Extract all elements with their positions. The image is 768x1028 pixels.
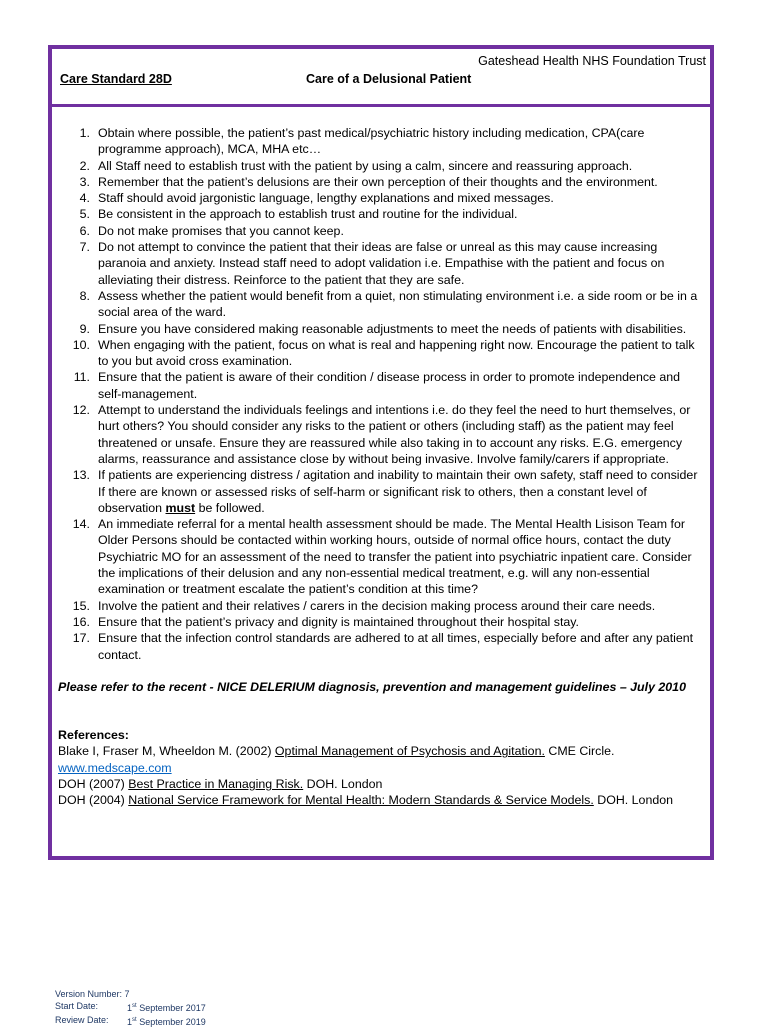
page-title: Care of a Delusional Patient — [306, 72, 472, 86]
item-number: 3. — [79, 174, 90, 189]
review-date-label: Review Date: — [55, 1015, 109, 1025]
item-text: An immediate referral for a mental health assessment should be made. The Mental Health Lisison Team for Older Persons should be contacted within working hours, outside of normal office hours, contact the duty Psychiatric MO for an assessment of the need to transfer the patient into psychiatric inpatient care. Consider the implications of their delusion and any non-essential medical treatment, e.g. will any non-essential examination or treatment escalate the patient’s condition at this time? — [98, 517, 692, 597]
item-text: When engaging with the patient, focus on what is real and happening right now. Encourage the patient to talk to you but avoid cross examination. — [98, 337, 695, 369]
item-number: 5. — [79, 207, 90, 222]
reference-item — [58, 760, 704, 776]
care-standard-number: Care Standard 28D — [60, 72, 172, 86]
list-item — [58, 614, 704, 630]
list-item — [58, 158, 704, 174]
item-number: 12. — [72, 403, 90, 418]
list-item — [58, 288, 704, 321]
item-number: 10. — [72, 337, 90, 352]
item-text: Ensure that the patient’s privacy and dignity is maintained throughout their hospital stay. — [98, 614, 579, 629]
review-date-rest: September 2019 — [136, 1017, 206, 1027]
reference-item — [58, 792, 704, 808]
item-number: 1. — [79, 126, 90, 140]
list-item — [58, 598, 704, 614]
document-frame — [48, 45, 714, 860]
item-number: 6. — [79, 223, 90, 238]
list-item — [58, 337, 704, 370]
reference-authors: DOH (2007) — [58, 776, 129, 791]
list-item — [58, 369, 704, 402]
item-text: Attempt to understand the individuals feelings and intentions i.e. do they feel the need to hurt themselves, or hurt others? You should consider any risks to the patient or others (including staff) as the patient may feel threatened or unsafe. Ensure they are reassured while also taking in to account any risks. E.G. emergency alarms, reassurance and assistance close by without being invasive. Involve family/carers if appropriate. — [98, 403, 691, 466]
item-text: Ensure that the infection control standards are adhered to at all times, especially before and after any patient contact. — [98, 631, 694, 662]
reference-title: National Service Framework for Mental Health: Modern Standards & Service Models. — [128, 793, 594, 808]
list-item — [58, 516, 704, 597]
item-text: Do not make promises that you cannot keep. — [98, 223, 344, 238]
review-date-value — [127, 1014, 206, 1028]
start-date-row — [55, 1000, 206, 1014]
reference-title: Optimal Management of Psychosis and Agitation. — [274, 744, 545, 759]
reference-publisher: DOH. London — [303, 776, 383, 791]
document-body — [58, 125, 704, 809]
item-number: 9. — [79, 321, 90, 336]
item-number: 11. — [73, 370, 90, 385]
list-item — [58, 125, 704, 158]
list-item — [58, 206, 704, 222]
item-text: Staff should avoid jargonistic language, lengthy explanations and mixed messages. — [98, 191, 554, 206]
list-item — [58, 239, 704, 288]
list-item — [58, 630, 704, 663]
item-text: Ensure you have considered making reasonable adjustments to meet the needs of patients with disabilities. — [98, 321, 687, 336]
list-item — [58, 223, 704, 239]
review-date-day: 1 — [127, 1017, 133, 1027]
reference-publisher: CME Circle. — [544, 744, 615, 759]
start-date-value — [127, 1000, 206, 1014]
item-number: 7. — [79, 240, 90, 255]
item-number: 4. — [79, 191, 90, 206]
document-footer — [55, 988, 206, 1028]
emphasis-word: must — [165, 500, 196, 515]
item-text: All Staff need to establish trust with the patient by using a calm, sincere and reassuring approach. — [98, 158, 633, 173]
item-number: 17. — [72, 631, 90, 646]
list-item — [58, 467, 704, 516]
organisation-name: Gateshead Health NHS Foundation Trust — [478, 54, 706, 68]
reference-authors: Blake I, Fraser M, Wheeldon M. (2002) — [58, 744, 275, 759]
reference-item — [58, 743, 704, 759]
item-number: 13. — [72, 468, 90, 483]
start-date-rest: September 2017 — [136, 1003, 206, 1013]
list-item — [58, 321, 704, 337]
reference-item — [58, 776, 704, 792]
nice-guideline-notice: Please refer to the recent - NICE DELERIUM diagnosis, prevention and management guidelines – July 2010 — [58, 679, 686, 694]
item-text-end: be followed. — [195, 500, 265, 515]
start-date-suffix: st — [132, 1003, 137, 1009]
start-date-label: Start Date: — [55, 1001, 99, 1011]
reference-authors: DOH (2004) — [58, 793, 129, 808]
item-text: Do not attempt to convince the patient that their ideas are false or unreal as this may cause increasing paranoia and anxiety. Instead staff need to adopt validation i.e. Empathise with the patient and focus on alleviating their distress. Reinforce to the patient that they are safe. — [98, 240, 665, 287]
item-text: Obtain where possible, the patient’s past medical/psychiatric history including medication, CPA(care programme approach), MCA, MHA etc… — [98, 126, 645, 157]
list-item — [58, 174, 704, 190]
document-header — [52, 49, 710, 107]
reference-publisher: DOH. London — [593, 793, 674, 808]
list-item — [58, 190, 704, 206]
item-text: Be consistent in the approach to establish trust and routine for the individual. — [98, 207, 518, 222]
care-steps-list — [58, 125, 704, 663]
review-date-row — [55, 1014, 206, 1028]
version-number: Version Number: 7 — [55, 989, 130, 999]
item-text: If patients are experiencing distress / agitation and inability to maintain their own safety, staff need to consider If there are known or assessed risks of self-harm or significant risk to others, then a constant level of observation — [98, 468, 698, 515]
item-text: Involve the patient and their relatives / carers in the decision making process around their care needs. — [98, 598, 656, 613]
list-item — [58, 402, 704, 467]
item-number: 8. — [79, 288, 90, 303]
item-number: 16. — [72, 614, 90, 629]
start-date-day: 1 — [127, 1003, 133, 1013]
item-text: Remember that the patient’s delusions are their own perception of their thoughts and the environment. — [98, 174, 658, 189]
references-heading: References: — [58, 728, 129, 743]
review-date-suffix: st — [132, 1017, 137, 1023]
item-number: 14. — [72, 517, 90, 532]
item-text: Ensure that the patient is aware of their condition / disease process in order to promote independence and self-management. — [98, 370, 681, 401]
medscape-link[interactable]: www.medscape.com — [58, 760, 172, 775]
item-number: 2. — [79, 158, 90, 173]
item-text: Assess whether the patient would benefit from a quiet, non stimulating environment i.e. a side room or be in a social area of the ward. — [98, 288, 698, 320]
item-number: 15. — [72, 598, 90, 613]
reference-title: Best Practice in Managing Risk. — [128, 776, 304, 791]
